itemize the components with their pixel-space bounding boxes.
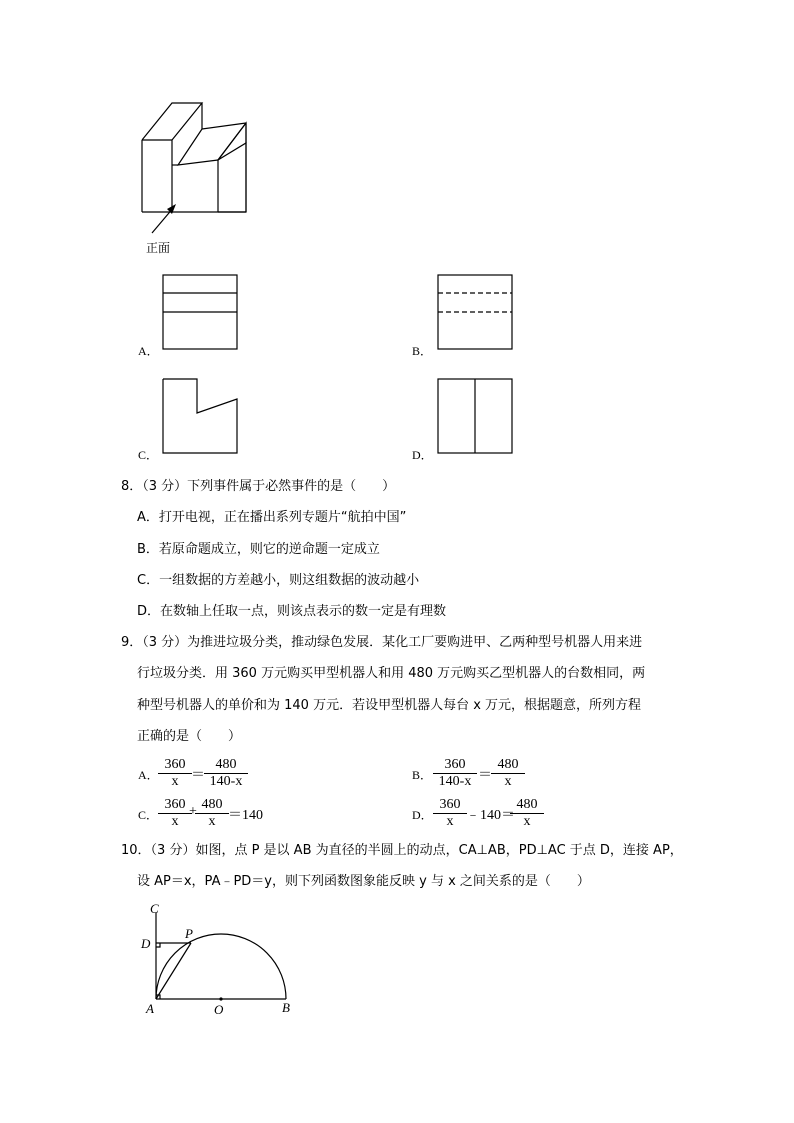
q9-option-b-operator: ＝ — [478, 768, 492, 783]
label-O: O — [214, 1002, 224, 1017]
q9-option-a-label: A． — [138, 768, 159, 782]
q9-option-b-fraction-2 — [491, 757, 525, 790]
option-c-figure — [162, 378, 240, 456]
numerator: 480 — [491, 757, 525, 774]
label-D: D — [141, 936, 151, 951]
q9-stem-line-3: 种型号机器人的单价和为 140 万元．若设甲型机器人每台 x 万元，根据题意，所列方程 — [137, 698, 642, 713]
option-b-figure — [437, 274, 515, 352]
q8-option-b: B．若原命题成立，则它的逆命题一定成立 — [137, 542, 380, 557]
numerator: 480 — [204, 757, 248, 774]
q9-option-c-label: C． — [138, 808, 159, 822]
denominator: 140-x — [438, 774, 472, 789]
q9-option-c-operator: + — [189, 804, 197, 819]
q9-option-c-fraction-2 — [195, 797, 229, 830]
option-a-figure — [162, 274, 240, 352]
q9-option-a-fraction-2 — [204, 757, 248, 790]
denominator: x — [171, 774, 179, 789]
q9-stem-line-1: 9．（3 分）为推进垃圾分类，推动绿色发展．某化工厂要购进甲、乙两种型号机器人用来进 — [121, 635, 643, 650]
q9-option-b-label: B． — [412, 768, 433, 782]
q8-stem: 8．（3 分）下列事件属于必然事件的是（ ） — [121, 479, 396, 494]
denominator: x — [523, 814, 531, 829]
q9-option-d-middle: ﹣140＝ — [466, 808, 515, 823]
option-d-label: D． — [412, 448, 433, 462]
numerator: 480 — [195, 797, 229, 814]
numerator: 480 — [510, 797, 544, 814]
q9-option-d-fraction-1 — [433, 797, 467, 830]
q10-stem-line-2: 设 AP＝x，PA﹣PD＝y，则下列函数图象能反映 y 与 x 之间关系的是（ ） — [137, 874, 590, 889]
q9-option-a-operator: ＝ — [191, 768, 205, 783]
option-b-label: B． — [412, 344, 433, 358]
numerator: 360 — [433, 757, 477, 774]
option-d-figure — [437, 378, 515, 456]
q9-stem-line-4: 正确的是（ ） — [137, 729, 242, 744]
label-B: B — [282, 1000, 290, 1015]
q10-stem-line-1: 10．（3 分）如图，点 P 是以 AB 为直径的半圆上的动点，CA⊥AB，PD⊥AC 于点 D，连接 AP， — [121, 843, 683, 858]
q9-option-b-fraction-1 — [433, 757, 477, 790]
q9-option-d-fraction-2 — [510, 797, 544, 830]
numerator: 360 — [158, 757, 192, 774]
q8-option-d: D．在数轴上任取一点，则该点表示的数一定是有理数 — [137, 604, 447, 619]
label-A: A — [146, 1001, 154, 1016]
q9-option-c-tail: ＝140 — [228, 808, 263, 823]
q8-option-a: A．打开电视，正在播出系列专题片“航拍中国” — [137, 510, 407, 525]
numerator: 360 — [433, 797, 467, 814]
label-P: P — [185, 926, 193, 941]
denominator: x — [446, 814, 454, 829]
denominator: x — [504, 774, 512, 789]
front-label: 正面 — [146, 241, 171, 255]
q9-option-c-fraction-1 — [158, 797, 192, 830]
q9-stem-line-2: 行垃圾分类．用 360 万元购买甲型机器人和用 480 万元购买乙型机器人的台数相同，两 — [137, 666, 646, 681]
q9-option-a-fraction-1 — [158, 757, 192, 790]
semicircle-figure — [136, 895, 306, 1025]
q9-option-d-label: D． — [412, 808, 433, 822]
denominator: x — [208, 814, 216, 829]
solid-figure — [130, 95, 270, 260]
option-c-label: C． — [138, 448, 159, 462]
option-a-label: A． — [138, 344, 159, 358]
denominator: 140-x — [209, 774, 243, 789]
denominator: x — [171, 814, 179, 829]
label-C: C — [150, 901, 159, 916]
numerator: 360 — [158, 797, 192, 814]
q8-option-c: C．一组数据的方差越小，则这组数据的波动越小 — [137, 573, 420, 588]
